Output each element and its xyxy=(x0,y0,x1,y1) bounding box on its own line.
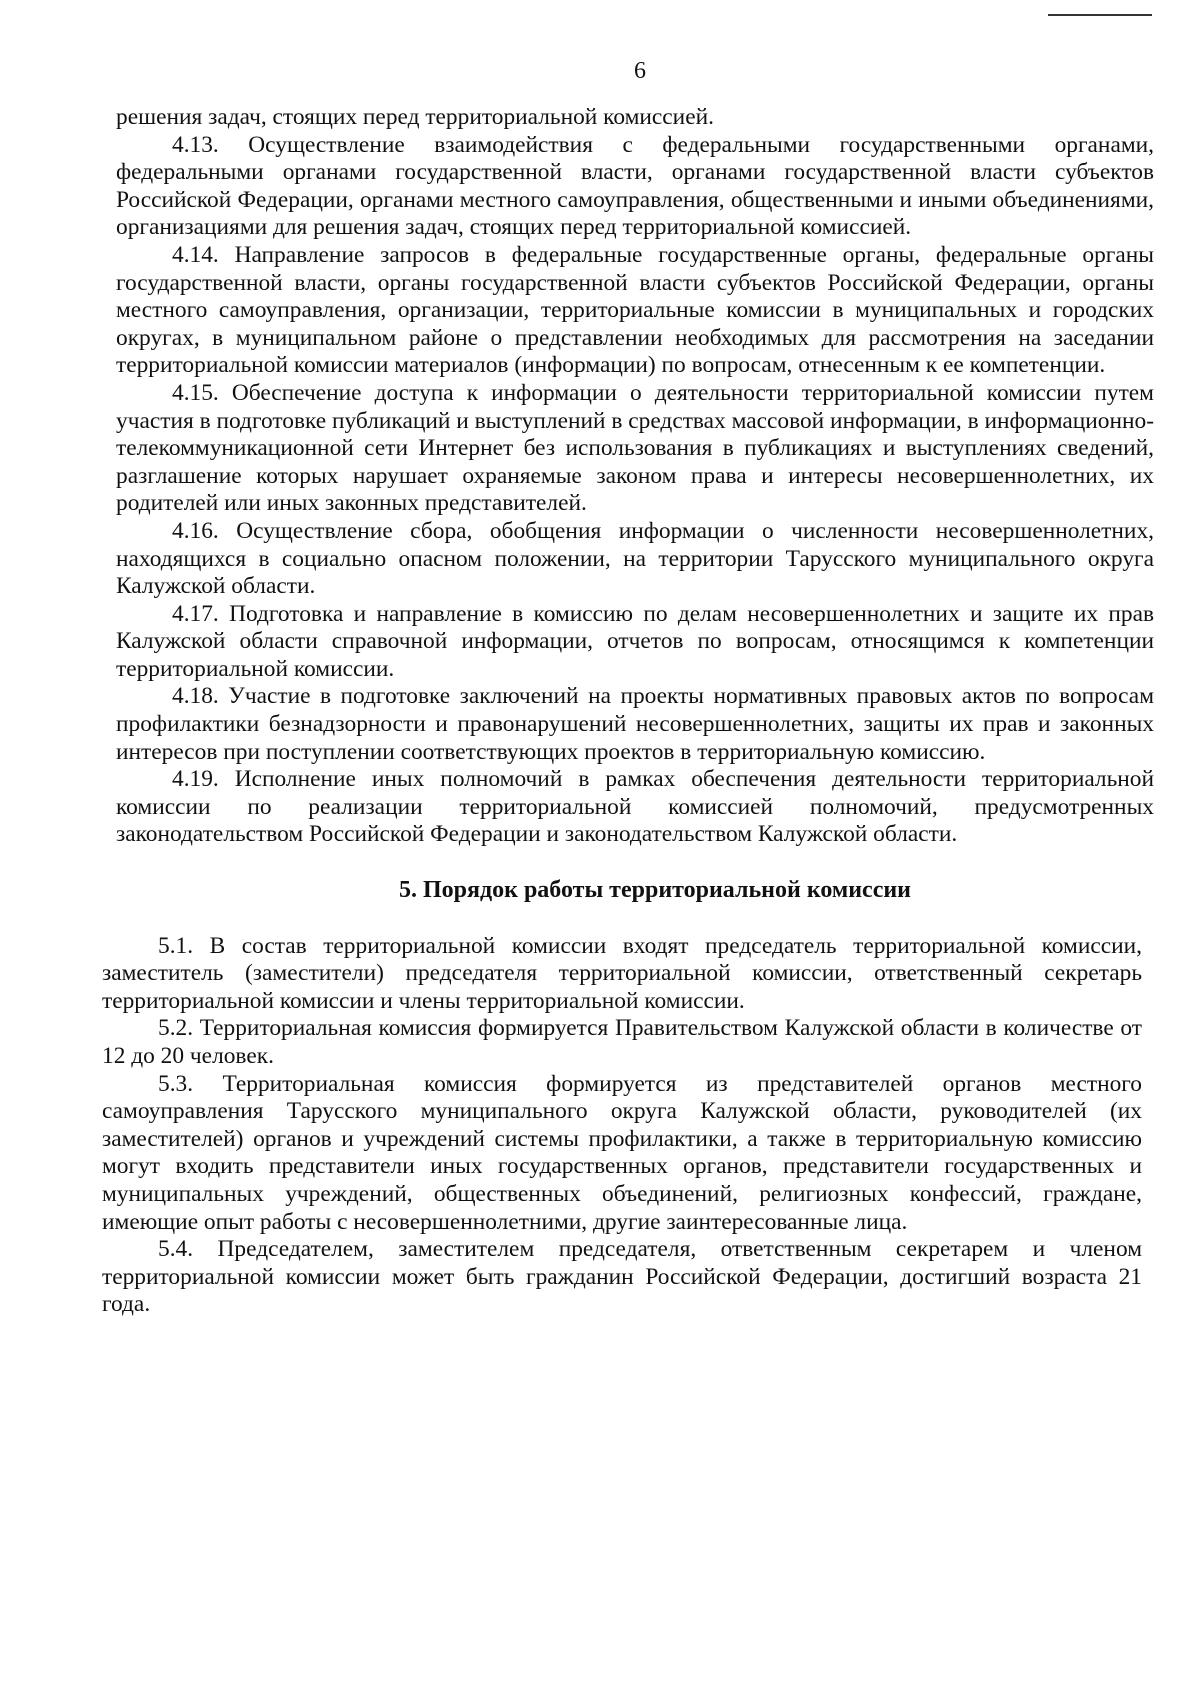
section-5-heading: 5. Порядок работы территориальной комиссии xyxy=(398,877,912,904)
paragraph-continuation: решения задач, стоящих перед территориальной комиссией. xyxy=(116,104,714,130)
document-body xyxy=(102,104,1154,1319)
paragraph-4-16: 4.16. Осуществление сбора, обобщения информации о численности несовершеннолетних, находящихся в социально опасном положении, на территории Тарусского муниципального округа Калужской области. xyxy=(116,517,1154,600)
paragraph-4-13: 4.13. Осуществление взаимодействия с федеральными государственными органами, федеральными органами государственной власти, органами государственной власти субъектов Российской Федерации, органами местного самоуправления, общественными и иными объединениями, организациями для решения задач, стоящих перед территориальной комиссией. xyxy=(116,131,1154,241)
paragraph-5-3: 5.3. Территориальная комиссия формируется из представителей органов местного самоуправления Тарусского муниципального округа Калужской области, руководителей (их заместителей) органов и учреждений системы профилактики, а также в территориальную комиссию могут входить представители иных государственных органов, представители государственных и муниципальных учреждений, общественных объединений, религиозных конфессий, граждане, имеющие опыт работы с несовершеннолетними, другие заинтересованные лица. xyxy=(102,1070,1142,1235)
section-5-body xyxy=(102,933,1142,1319)
paragraph-4-14: 4.14. Направление запросов в федеральные государственные органы, федеральные органы государственной власти, органы государственной власти субъектов Российской Федерации, органы местного самоуправления, организации, территориальные комиссии в муниципальных и городских округах, в муниципальном районе о представлении необходимых для рассмотрения на заседании территориальной комиссии материалов (информации) по вопросам, отнесенным к ее компетенции. xyxy=(116,241,1154,379)
paragraph-5-4: 5.4. Председателем, заместителем председателя, ответственным секретарем и членом территориальной комиссии может быть гражданин Российской Федерации, достигший возраста 21 года. xyxy=(102,1236,1142,1318)
paragraph-4-18: 4.18. Участие в подготовке заключений на проекты нормативных правовых актов по вопросам профилактики безнадзорности и правонарушений несовершеннолетних, защиты их прав и законных интересов при поступлении соответствующих проектов в территориальную комиссию. xyxy=(116,683,1154,765)
header-rule xyxy=(1048,14,1152,16)
paragraph-5-1: 5.1. В состав территориальной комиссии входят председатель территориальной комиссии, заместитель (заместители) председателя территориальной комиссии, ответственный секретарь территориальной комиссии и члены территориальной комиссии. xyxy=(102,932,1142,1014)
page-number: 6 xyxy=(634,58,646,84)
paragraph-5-2: 5.2. Территориальная комиссия формируется Правительством Калужской области в количестве от 12 до 20 человек. xyxy=(102,1015,1142,1069)
paragraph-4-15: 4.15. Обеспечение доступа к информации о деятельности территориальной комиссии путем участия в подготовке публикаций и выступлений в средствах массовой информации, в информационно-телекоммуникационной сети Интернет без использования в публикациях и выступлениях сведений, разглашение которых нарушает охраняемые законом права и интересы несовершеннолетних, их родителей или иных законных представителей. xyxy=(116,379,1154,517)
paragraph-4-17: 4.17. Подготовка и направление в комиссию по делам несовершеннолетних и защите их прав Калужской области справочной информации, отчетов по вопросам, относящимся к компетенции территориальной комиссии. xyxy=(116,600,1154,682)
paragraph-4-19: 4.19. Исполнение иных полномочий в рамках обеспечения деятельности территориальной комиссии по реализации территориальной комиссией полномочий, предусмотренных законодательством Российской Федерации и законодательством Калужской области. xyxy=(116,766,1154,848)
